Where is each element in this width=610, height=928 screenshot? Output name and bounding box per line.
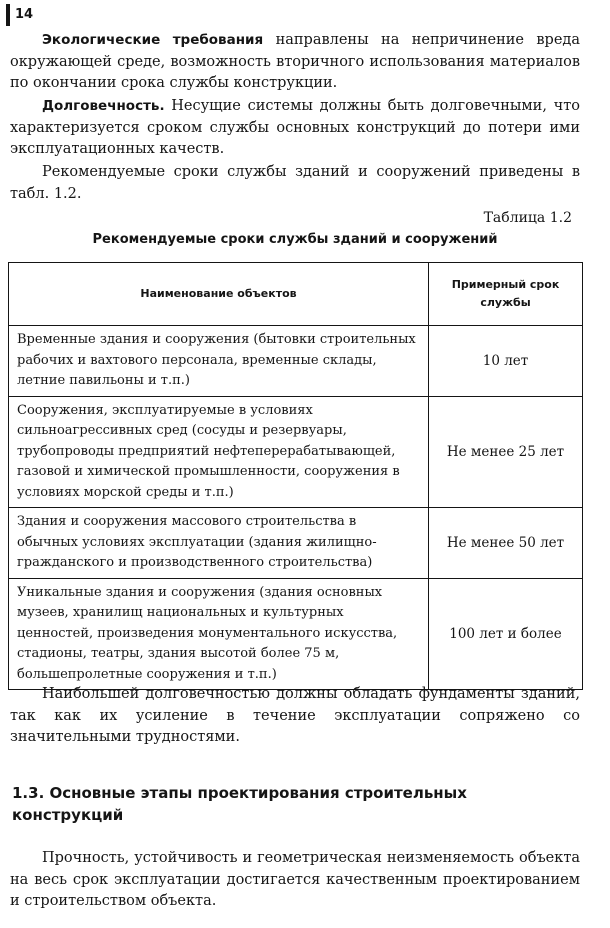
table-row — [9, 326, 583, 397]
object-cell: Сооружения, эксплуатируемые в условиях сильноагрессивных сред (сосуды и резервуары, трубопроводы предприятий нефтеперерабатывающей, газовой и химической промышленности, сооружения в условиях морской среды и т.п.) — [9, 396, 429, 508]
term-cell: 100 лет и более — [429, 578, 583, 690]
ecology-text: направлены на непричинение вреда окружающей среде, возможность вторичного использования материалов по окончании срока службы конструкции. — [10, 32, 580, 91]
ecology-paragraph — [10, 30, 580, 95]
recommend-paragraph: Рекомендуемые сроки службы зданий и сооружений приведены в табл. 1.2. — [10, 164, 580, 202]
object-cell: Временные здания и сооружения (бытовки строительных рабочих и вахтового персонала, временные склады, летние павильоны и т.п.) — [9, 326, 429, 397]
ecology-term: Экологические требования — [42, 32, 264, 48]
object-cell: Уникальные здания и сооружения (здания основных музеев, хранилищ национальных и культурных ценностей, произведения монументального искусства, стадионы, театры, здания высотой более 75 м, большепролетные сооружения и т.п.) — [9, 578, 429, 690]
durability-term: Долговечность. — [42, 98, 165, 114]
header-objects: Наименование объектов — [9, 263, 429, 326]
after-table-paragraph: Наибольшей долговечностью должны обладать фундаменты зданий, так как их усиление в течение эксплуатации сопряжено со значительными трудностями. — [10, 686, 580, 745]
table-row — [9, 396, 583, 508]
durability-text: Несущие системы должны быть долговечными, что характеризуется сроком службы основных конструкций до потери ими эксплуатационных качеств. — [10, 98, 580, 157]
table-row — [9, 508, 583, 579]
object-cell: Здания и сооружения массового строительства в обычных условиях эксплуатации (здания жилищно-гражданского и производственного строительства) — [9, 508, 429, 579]
table-row — [9, 578, 583, 690]
table-title: Рекомендуемые сроки службы зданий и сооружений — [92, 232, 498, 247]
header-service-life: Примерный срок службы — [429, 263, 583, 326]
term-cell: Не менее 50 лет — [429, 508, 583, 579]
section-heading: 1.3. Основные этапы проектирования строительных конструкций — [12, 784, 467, 824]
section-first-paragraph: Прочность, устойчивость и геометрическая неизменяемость объекта на весь срок эксплуатации достигается качественным проектированием и строительством объекта. — [10, 850, 580, 909]
table-header-row — [9, 263, 583, 326]
service-life-table — [8, 262, 583, 690]
term-cell: 10 лет — [429, 326, 583, 397]
table-number-label: Таблица 1.2 — [483, 210, 572, 226]
durability-paragraph — [10, 96, 580, 161]
page-number: 14 — [6, 4, 33, 26]
term-cell: Не менее 25 лет — [429, 396, 583, 508]
